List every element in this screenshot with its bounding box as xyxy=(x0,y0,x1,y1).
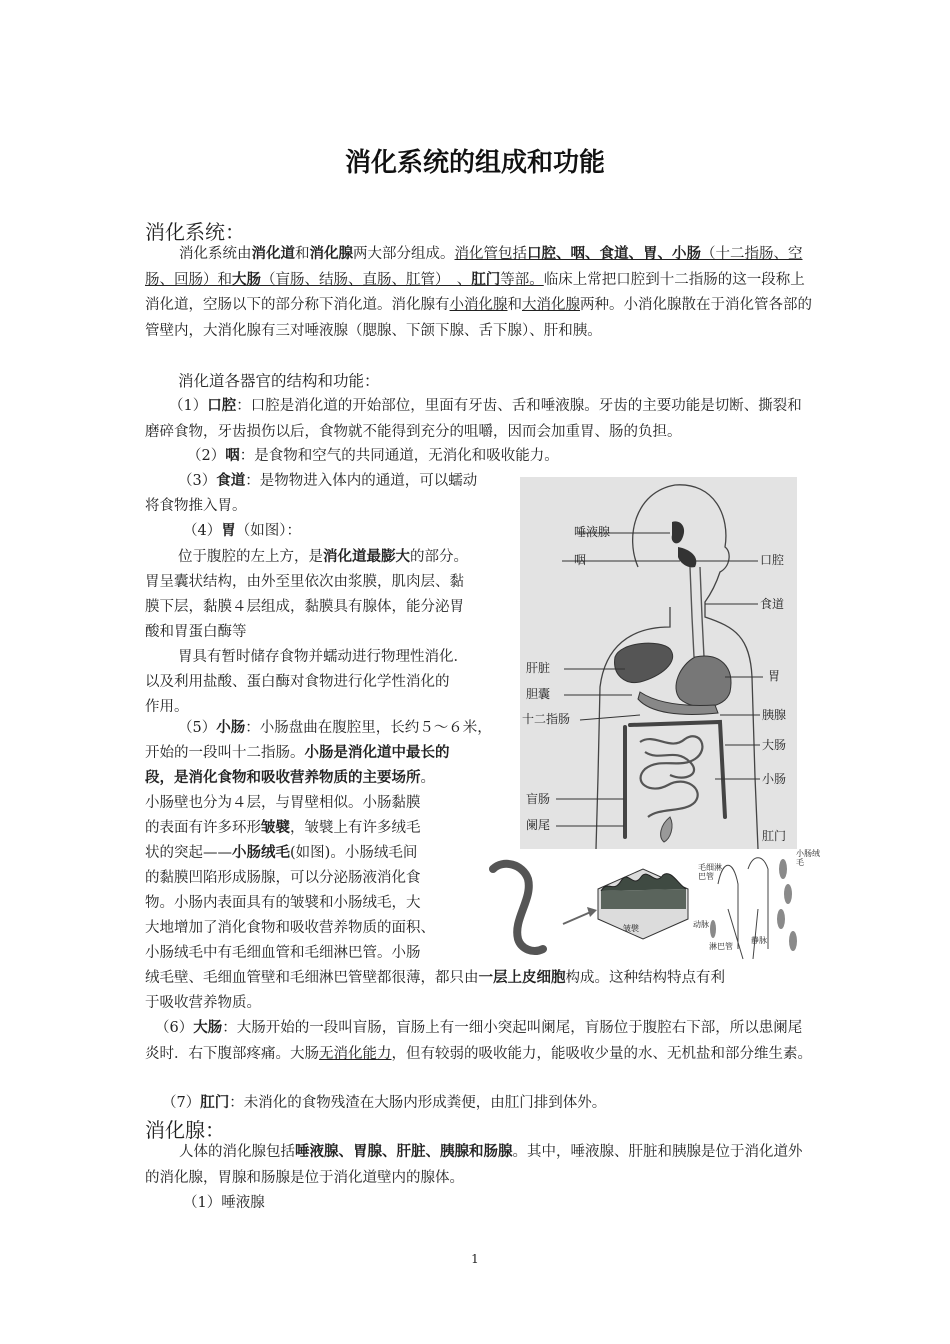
mouth-paragraph: （1）口腔：口腔是消化道的开始部位，里面有牙齿、舌和唾液腺。牙齿的主要功能是切断、撕裂和磨碎食物，牙齿损伤以后，食物就不能得到充分的咀嚼，因而会加重胃、肠的负担。 xyxy=(145,398,802,440)
stomach-heading: （4）胃（如图）： xyxy=(183,523,301,539)
label-gallbladder: 胆囊 xyxy=(526,687,551,701)
section-heading-digestive-system: 消化系统： xyxy=(145,220,245,244)
label-fold: 皱襞 xyxy=(623,924,639,933)
digestive-system-illustration xyxy=(520,477,797,849)
digestive-system-figure xyxy=(520,477,797,849)
small-intestine-line12: 于吸收营养物质。 xyxy=(145,995,261,1011)
small-intestine-line2: 开始的一段叫十二指肠。小肠是消化道中最长的 xyxy=(145,745,450,761)
stomach-line3: 膜下层，黏膜４层组成，黏膜具有腺体，能分泌胃 xyxy=(145,599,464,615)
small-intestine-line7: 的黏膜凹陷形成肠腺，可以分泌肠液消化食 xyxy=(145,870,421,886)
small-intestine-line6: 状的突起——小肠绒毛(如图)。小肠绒毛间 xyxy=(145,845,418,861)
label-artery: 动脉 xyxy=(693,920,709,929)
small-intestine-line10: 小肠绒毛中有毛细血管和毛细淋巴管。小肠 xyxy=(145,945,421,961)
anus-paragraph: （7）肛门：未消化的食物残渣在大肠内形成粪便，由肛门排到体外。 xyxy=(162,1095,607,1111)
label-duodenum: 十二指肠 xyxy=(522,712,571,726)
salivary-gland-item: （1）唾液腺 xyxy=(183,1195,265,1211)
label-liver: 肝脏 xyxy=(526,661,551,675)
label-small-intestine: 小肠 xyxy=(762,772,787,786)
small-intestine-line1: （5）小肠：小肠盘曲在腹腔里，长约５～６米， xyxy=(178,720,492,736)
small-intestine-line11: 绒毛壁、毛细血管壁和毛细淋巴管壁都很薄，都只由一层上皮细胞构成。这种结构特点有利 xyxy=(145,970,725,986)
stomach-line7: 作用。 xyxy=(145,699,189,715)
label-large-intestine: 大肠 xyxy=(762,738,787,752)
small-intestine-line4: 小肠壁也分为４层，与胃壁相似。小肠黏膜 xyxy=(145,795,421,811)
villi-illustration xyxy=(483,849,821,961)
small-intestine-line5: 的表面有许多环形皱襞，皱襞上有许多绒毛 xyxy=(145,820,421,836)
label-cecum: 盲肠 xyxy=(526,792,551,806)
stomach-line1: 位于腹腔的左上方，是消化道最膨大的部分。 xyxy=(178,549,468,565)
subheading-organs: 消化道各器官的结构和功能： xyxy=(178,372,380,390)
label-anus: 肛门 xyxy=(762,829,787,843)
stomach-line6: 以及利用盐酸、蛋白酶对食物进行化学性消化的 xyxy=(145,674,450,690)
intro-paragraph: 消化系统由消化道和消化腺两大部分组成。消化管包括口腔、咽、食道、胃、小肠（十二指肠、空肠、回肠）和大肠（盲肠、结肠、直肠、肛管） 、肛门等部。临床上常把口腔到十二指肠的这一段称上消化道，空肠以下的部分称下消化道。消化腺有小消化腺和大消化腺两种。小消化腺散在于消化管各部的管壁内，大消化腺有三对唾液腺（腮腺、下颌下腺、舌下腺）、肝和胰。 xyxy=(145,246,812,339)
section-heading-digestive-glands: 消化腺： xyxy=(145,1118,225,1142)
stomach-line4: 酸和胃蛋白酶等 xyxy=(145,624,247,640)
page-number: 1 xyxy=(471,1252,479,1266)
label-stomach: 胃 xyxy=(768,669,781,683)
esophagus-line2: 将食物推入胃。 xyxy=(145,498,247,514)
label-lymph-capillary: 毛细淋巴管 xyxy=(698,863,722,881)
label-mouth: 口腔 xyxy=(760,553,785,567)
small-intestine-line8: 物。小肠内表面具有的皱襞和小肠绒毛，大 xyxy=(145,895,421,911)
label-pancreas: 胰腺 xyxy=(762,708,787,722)
page-title: 消化系统的组成和功能 xyxy=(344,148,605,178)
small-intestine-line3: 段，是消化食物和吸收营养物质的主要场所。 xyxy=(145,770,435,786)
pharynx-paragraph: （2）咽：是食物和空气的共同通道，无消化和吸收能力。 xyxy=(187,448,559,464)
label-vein: 静脉 xyxy=(751,936,767,945)
label-appendix: 阑尾 xyxy=(526,818,551,832)
label-lymph-vessel: 淋巴管 xyxy=(709,942,733,951)
small-intestine-line9: 大地增加了消化食物和吸收营养物质的面积、 xyxy=(145,920,435,936)
stomach-line5: 胃具有暂时储存食物并蠕动进行物理性消化． xyxy=(178,649,468,665)
villi-figure xyxy=(483,849,821,961)
large-intestine-paragraph: （6）大肠：大肠开始的一段叫盲肠，盲肠上有一细小突起叫阑尾，肓肠位于腹腔右下部，所以患阑尾炎时．右下腹部疼痛。大肠无消化能力，但有较弱的吸收能力，能吸收少量的水、无机盐和部分维生素。 xyxy=(145,1020,812,1062)
glands-paragraph: 人体的消化腺包括唾液腺、胃腺、肝脏、胰腺和肠腺。其中，唾液腺、肝脏和胰腺是位于消化道外的消化腺，胃腺和肠腺是位于消化道壁内的腺体。 xyxy=(145,1144,803,1186)
esophagus-line1: （3）食道：是物物进入体内的通道，可以蠕动 xyxy=(178,473,478,489)
label-salivary-gland: 唾液腺 xyxy=(574,525,611,539)
label-esophagus: 食道 xyxy=(760,597,785,611)
label-villus: 小肠绒毛 xyxy=(796,849,820,867)
label-pharynx: 咽 xyxy=(574,553,587,567)
stomach-line2: 胃呈囊状结构，由外至里依次由浆膜，肌肉层、黏 xyxy=(145,574,464,590)
